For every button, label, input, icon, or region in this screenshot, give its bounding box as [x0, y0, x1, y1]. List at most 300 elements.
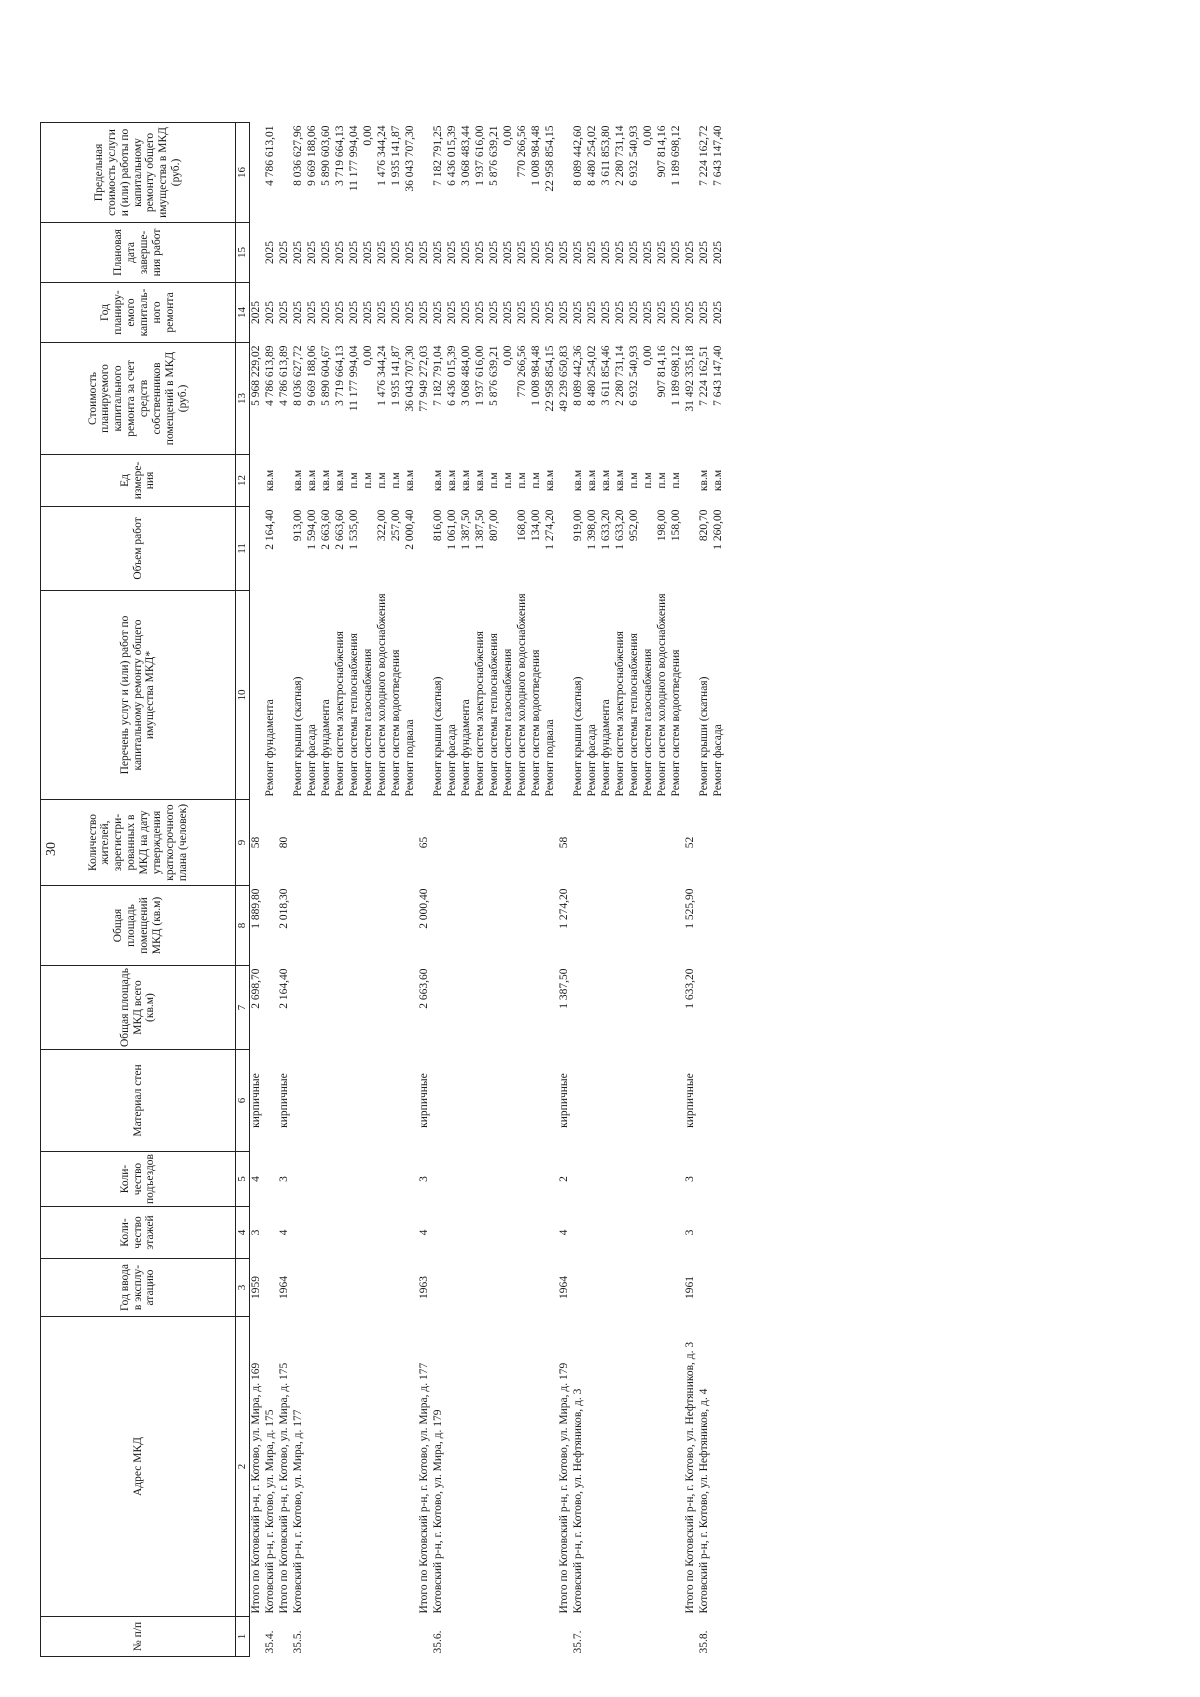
- table-cell: Ремонт систем водоотведения: [670, 649, 682, 797]
- table-cell: 35.5.: [292, 1630, 304, 1654]
- column-number: 4: [236, 1207, 250, 1259]
- table-cell: [488, 1317, 502, 1617]
- table-cell: Ремонт фундамента: [460, 699, 472, 797]
- table-cell: 35.8.: [698, 1630, 710, 1654]
- table-cell: кв.м: [586, 469, 598, 492]
- table-cell: [278, 122, 292, 222]
- table-cell: [614, 800, 628, 886]
- table-cell: 2025: [264, 300, 276, 324]
- table-cell: [502, 1259, 516, 1317]
- table-cell: [278, 506, 292, 590]
- table-cell: 0,00: [362, 345, 374, 366]
- table-cell: [642, 1152, 656, 1207]
- table-cell: [348, 800, 362, 886]
- table-cell: 1963: [418, 1276, 430, 1299]
- table-cell: [404, 1617, 418, 1657]
- table-cell: 0,00: [502, 345, 514, 366]
- table-cell: [432, 966, 446, 1050]
- table-cell: 2025: [488, 300, 500, 324]
- table-cell: [404, 1317, 418, 1617]
- table-cell: [404, 800, 418, 886]
- table-cell: Ремонт систем холодного водоснабжения: [376, 593, 388, 797]
- table-cell: [600, 1317, 614, 1617]
- table-cell: п.м: [376, 472, 388, 489]
- header-row: [41, 122, 236, 1656]
- table-cell: 1 061,00: [446, 509, 458, 550]
- table-cell: [628, 1152, 642, 1207]
- table-row: [348, 122, 362, 1656]
- table-row: [530, 122, 544, 1656]
- table-cell: кирпичные: [558, 1073, 570, 1128]
- table-cell: 168,00: [516, 509, 528, 542]
- table-cell: [362, 1617, 376, 1657]
- table-cell: п.м: [516, 472, 528, 489]
- table-cell: [320, 1050, 334, 1152]
- table-cell: [390, 1317, 404, 1617]
- table-cell: 2025: [572, 300, 584, 324]
- table-cell: [628, 886, 642, 966]
- table-cell: Ремонт системы теплоснабжения: [488, 633, 500, 797]
- table-cell: [334, 1152, 348, 1207]
- table-cell: [712, 1050, 726, 1152]
- table-cell: п.м: [488, 472, 500, 489]
- table-cell: [446, 800, 460, 886]
- table-cell: [642, 506, 656, 590]
- table-cell: [698, 1259, 712, 1317]
- table-cell: [320, 1259, 334, 1317]
- table-cell: [250, 222, 265, 282]
- table-cell: [390, 1207, 404, 1259]
- column-number: 16: [236, 122, 250, 222]
- table-row: [320, 122, 334, 1656]
- table-cell: 1 594,00: [306, 509, 318, 550]
- table-cell: кв.м: [432, 469, 444, 492]
- table-cell: [362, 800, 376, 886]
- table-row: [502, 122, 516, 1656]
- table-cell: [698, 966, 712, 1050]
- table-cell: Ремонт систем газоснабжения: [362, 648, 374, 797]
- table-cell: 1 889,80: [250, 888, 262, 929]
- table-cell: Ремонт крыши (скатная): [432, 676, 444, 797]
- table-cell: 2 164,40: [278, 968, 290, 1009]
- table-cell: [628, 1259, 642, 1317]
- table-cell: кв.м: [292, 469, 304, 492]
- table-cell: 2 280 731,14: [614, 125, 626, 186]
- table-row: [376, 122, 390, 1656]
- table-cell: 1964: [278, 1276, 290, 1299]
- table-cell: [320, 1152, 334, 1207]
- table-cell: 6 932 540,93: [628, 345, 640, 406]
- table-cell: [656, 1050, 670, 1152]
- table-cell: [502, 1050, 516, 1152]
- table-cell: Ремонт крыши (скатная): [572, 676, 584, 797]
- table-cell: 4: [558, 1229, 570, 1236]
- table-cell: п.м: [530, 472, 542, 489]
- table-cell: 2 663,60: [320, 509, 332, 550]
- table-cell: [642, 1317, 656, 1617]
- table-cell: [600, 1617, 614, 1657]
- column-number: 12: [236, 454, 250, 506]
- table-cell: [502, 886, 516, 966]
- table-cell: [488, 886, 502, 966]
- table-cell: [712, 1207, 726, 1259]
- table-cell: [334, 966, 348, 1050]
- table-cell: [586, 1152, 600, 1207]
- table-cell: [404, 1207, 418, 1259]
- table-cell: [306, 966, 320, 1050]
- table-cell: 8 036 627,72: [292, 345, 304, 406]
- column-header: Коли-чество подъездов: [41, 1152, 236, 1207]
- table-cell: 52: [684, 836, 696, 849]
- table-cell: [292, 800, 306, 886]
- table-cell: 907 814,16: [656, 345, 668, 398]
- table-cell: 2025: [558, 300, 570, 324]
- table-cell: [488, 1152, 502, 1207]
- table-cell: 2025: [264, 240, 276, 264]
- table-cell: 5 890 604,67: [320, 345, 332, 406]
- table-cell: кв.м: [600, 469, 612, 492]
- capital-repair-table: [40, 122, 726, 1657]
- table-cell: [586, 1617, 600, 1657]
- table-cell: [628, 1050, 642, 1152]
- table-cell: [712, 1317, 726, 1617]
- table-cell: 2025: [418, 240, 430, 264]
- table-cell: 2025: [656, 300, 668, 324]
- table-cell: [306, 1207, 320, 1259]
- table-cell: 1 387,50: [558, 968, 570, 1009]
- table-cell: [404, 1259, 418, 1317]
- column-header: Количество жителей, зарегистри-рованных в МКД на дату утверждения краткосрочного плана (человек): [41, 800, 236, 886]
- table-cell: Ремонт систем электроснабжения: [474, 631, 486, 797]
- column-header: Предельная стоимость услуги и (или) работы по капитальному ремонту общего имущества в МКД (руб.): [41, 122, 236, 222]
- column-header: Стоимость планируемого капитального ремонта за счет средств собственников помещений в МКД (руб.): [41, 342, 236, 454]
- table-cell: 58: [558, 836, 570, 849]
- table-cell: [544, 1152, 558, 1207]
- table-cell: 2025: [516, 240, 528, 264]
- table-row: [292, 122, 306, 1656]
- table-cell: 2025: [614, 300, 626, 324]
- table-cell: [544, 1207, 558, 1259]
- table-cell: [306, 886, 320, 966]
- table-cell: 1 189 698,12: [670, 125, 682, 186]
- table-cell: [530, 966, 544, 1050]
- table-cell: [292, 1259, 306, 1317]
- page-number: 30: [44, 842, 59, 856]
- table-cell: 2025: [684, 300, 696, 324]
- table-cell: [684, 122, 698, 222]
- table-cell: 2025: [376, 240, 388, 264]
- table-cell: 2025: [404, 300, 416, 324]
- table-cell: [558, 590, 572, 799]
- table-cell: п.м: [348, 472, 360, 489]
- table-cell: 6 436 015,39: [446, 345, 458, 406]
- table-cell: 952,00: [628, 509, 640, 542]
- table-cell: 5 876 639,21: [488, 345, 500, 406]
- table-cell: 1 476 344,24: [376, 345, 388, 406]
- table-cell: [264, 1259, 278, 1317]
- table-row: [432, 122, 446, 1656]
- table-cell: [544, 966, 558, 1050]
- table-cell: 7 643 147,40: [712, 125, 724, 186]
- table-cell: 2025: [642, 300, 654, 324]
- table-cell: [278, 454, 292, 506]
- table-cell: [264, 886, 278, 966]
- table-cell: [502, 1152, 516, 1207]
- table-cell: 2025: [292, 240, 304, 264]
- table-cell: 11 177 994,04: [348, 345, 360, 412]
- table-cell: 2025: [432, 240, 444, 264]
- table-cell: 7 224 162,72: [698, 125, 710, 186]
- table-cell: 1964: [558, 1276, 570, 1299]
- table-cell: Итого по Котовский р-н, г. Котово, ул. Нефтяников, д. 3: [684, 1341, 696, 1614]
- table-cell: [292, 1207, 306, 1259]
- table-cell: 2025: [670, 300, 682, 324]
- table-row: [670, 122, 684, 1656]
- table-cell: [432, 1207, 446, 1259]
- table-cell: [460, 800, 474, 886]
- table-cell: [572, 966, 586, 1050]
- table-cell: [502, 506, 516, 590]
- table-cell: [432, 1152, 446, 1207]
- table-row: [474, 122, 488, 1656]
- table-cell: [558, 122, 572, 222]
- table-cell: [670, 1050, 684, 1152]
- column-number: 15: [236, 222, 250, 282]
- column-header: Перечень услуг и (или) работ по капитальному ремонту общего имущества МКД*: [41, 590, 236, 799]
- table-cell: [712, 966, 726, 1050]
- table-cell: 2025: [614, 240, 626, 264]
- table-cell: [670, 1207, 684, 1259]
- table-cell: [446, 966, 460, 1050]
- table-cell: [264, 966, 278, 1050]
- table-cell: [250, 1617, 265, 1657]
- table-cell: 3: [278, 1176, 290, 1182]
- table-cell: [446, 1207, 460, 1259]
- column-number: 3: [236, 1259, 250, 1317]
- table-cell: 2025: [320, 240, 332, 264]
- table-cell: 2025: [488, 240, 500, 264]
- table-cell: 1 937 616,00: [474, 125, 486, 186]
- table-cell: 1 008 984,48: [530, 125, 542, 186]
- table-cell: [278, 590, 292, 799]
- table-cell: Ремонт системы теплоснабжения: [348, 633, 360, 797]
- table-cell: 3: [684, 1176, 696, 1182]
- table-cell: Ремонт систем электроснабжения: [614, 631, 626, 797]
- total-row: [558, 122, 572, 1656]
- table-cell: 2 000,40: [404, 509, 416, 550]
- table-cell: 9 669 188,06: [306, 345, 318, 406]
- table-cell: [446, 1050, 460, 1152]
- table-row: [306, 122, 320, 1656]
- table-cell: [418, 1617, 432, 1657]
- total-row: [278, 122, 292, 1656]
- column-header: Общая площадь МКД всего (кв.м): [41, 966, 236, 1050]
- table-cell: 807,00: [488, 509, 500, 542]
- table-row: [642, 122, 656, 1656]
- table-cell: [362, 1152, 376, 1207]
- column-number: 5: [236, 1152, 250, 1207]
- table-cell: 2025: [474, 300, 486, 324]
- table-cell: [362, 1207, 376, 1259]
- table-cell: 3 611 853,80: [600, 125, 612, 186]
- table-cell: 2025: [572, 240, 584, 264]
- table-cell: 2025: [306, 240, 318, 264]
- table-cell: 1 633,20: [614, 509, 626, 550]
- table-cell: 2025: [656, 240, 668, 264]
- table-cell: [712, 1259, 726, 1317]
- table-cell: 820,70: [698, 509, 710, 542]
- table-cell: 6 436 015,39: [446, 125, 458, 186]
- table-cell: [334, 1617, 348, 1657]
- table-cell: 2025: [698, 300, 710, 324]
- rotated-page: [0, 27, 1180, 1677]
- table-cell: [334, 800, 348, 886]
- table-cell: 58: [250, 836, 262, 849]
- table-cell: [544, 1317, 558, 1617]
- table-cell: [516, 1152, 530, 1207]
- table-cell: [446, 1259, 460, 1317]
- table-cell: кв.м: [446, 469, 458, 492]
- table-cell: [572, 800, 586, 886]
- table-cell: [348, 966, 362, 1050]
- table-row: [404, 122, 418, 1656]
- table-cell: 2025: [642, 240, 654, 264]
- table-cell: [698, 1152, 712, 1207]
- table-cell: [264, 1152, 278, 1207]
- table-cell: [250, 506, 265, 590]
- table-cell: [502, 966, 516, 1050]
- column-number: 10: [236, 590, 250, 799]
- table-cell: 2025: [334, 240, 346, 264]
- table-cell: Ремонт систем газоснабжения: [502, 648, 514, 797]
- table-cell: [670, 966, 684, 1050]
- table-cell: [404, 1152, 418, 1207]
- column-header: Год ввода в эксплу-атацию: [41, 1259, 236, 1317]
- table-cell: Ремонт систем газоснабжения: [642, 648, 654, 797]
- table-cell: [698, 886, 712, 966]
- table-cell: 1 274,20: [558, 888, 570, 929]
- table-cell: [516, 1259, 530, 1317]
- table-cell: [572, 1259, 586, 1317]
- table-cell: [544, 1259, 558, 1317]
- table-cell: [642, 1259, 656, 1317]
- table-cell: 2025: [516, 300, 528, 324]
- table-cell: 0,00: [642, 345, 654, 366]
- table-row: [698, 122, 712, 1656]
- table-cell: [418, 590, 432, 799]
- table-cell: [530, 1617, 544, 1657]
- table-cell: [656, 966, 670, 1050]
- table-cell: [530, 1207, 544, 1259]
- table-cell: [656, 800, 670, 886]
- table-cell: п.м: [628, 472, 640, 489]
- column-header: Ед измере-ния: [41, 454, 236, 506]
- table-cell: кирпичные: [684, 1073, 696, 1128]
- table-cell: [432, 1050, 446, 1152]
- table-cell: [376, 1152, 390, 1207]
- table-cell: Итого по Котовский р-н, г. Котово, ул. Мира, д. 175: [278, 1362, 290, 1614]
- table-cell: [418, 122, 432, 222]
- table-cell: 2025: [670, 240, 682, 264]
- table-cell: [348, 1617, 362, 1657]
- table-cell: 4 786 613,01: [264, 125, 276, 186]
- table-row: [712, 122, 726, 1656]
- table-cell: [670, 1317, 684, 1617]
- table-cell: [502, 1317, 516, 1617]
- table-cell: 1 008 984,48: [530, 345, 542, 406]
- table-cell: 2025: [502, 240, 514, 264]
- table-cell: 2 663,60: [418, 968, 430, 1009]
- table-row: [544, 122, 558, 1656]
- table-cell: [362, 506, 376, 590]
- table-cell: 1 935 141,87: [390, 345, 402, 406]
- table-cell: Ремонт систем водоотведения: [530, 649, 542, 797]
- table-cell: 2025: [460, 300, 472, 324]
- table-cell: [712, 800, 726, 886]
- table-cell: 2025: [712, 300, 724, 324]
- table-cell: 2025: [250, 300, 262, 324]
- table-cell: 198,00: [656, 509, 668, 542]
- table-cell: 3 611 854,46: [600, 345, 612, 406]
- table-cell: кв.м: [460, 469, 472, 492]
- table-cell: [530, 1152, 544, 1207]
- table-cell: 8 089 442,60: [572, 125, 584, 186]
- table-cell: кв.м: [698, 469, 710, 492]
- table-cell: [320, 966, 334, 1050]
- table-cell: 7 224 162,51: [698, 345, 710, 406]
- table-cell: [460, 1617, 474, 1657]
- table-cell: [292, 1152, 306, 1207]
- table-cell: [278, 1617, 292, 1657]
- table-cell: [544, 1050, 558, 1152]
- table-cell: [446, 1152, 460, 1207]
- table-cell: [656, 1617, 670, 1657]
- table-cell: [306, 800, 320, 886]
- table-cell: 6 932 540,93: [628, 125, 640, 186]
- table-cell: [376, 1259, 390, 1317]
- table-cell: 2025: [390, 240, 402, 264]
- table-cell: 11 177 994,04: [348, 125, 360, 192]
- table-cell: Ремонт систем холодного водоснабжения: [516, 593, 528, 797]
- table-cell: [376, 966, 390, 1050]
- table-cell: [614, 1317, 628, 1617]
- table-cell: [432, 800, 446, 886]
- table-cell: [334, 1207, 348, 1259]
- table-cell: [698, 1207, 712, 1259]
- column-number: 11: [236, 506, 250, 590]
- table-cell: [264, 1050, 278, 1152]
- table-cell: 1 935 141,87: [390, 125, 402, 186]
- table-cell: 8 089 442,36: [572, 345, 584, 406]
- table-cell: [586, 1050, 600, 1152]
- table-cell: Котовский р-н, г. Котово, ул. Нефтяников, д. 4: [698, 1388, 710, 1614]
- table-cell: [488, 1207, 502, 1259]
- table-cell: [558, 1617, 572, 1657]
- table-cell: [348, 1317, 362, 1617]
- total-row: [418, 122, 432, 1656]
- column-header: Материал стен: [41, 1050, 236, 1152]
- table-cell: [404, 886, 418, 966]
- table-cell: 1 189 698,12: [670, 345, 682, 406]
- table-cell: 1961: [684, 1276, 696, 1299]
- table-cell: [712, 1152, 726, 1207]
- table-cell: 2025: [278, 300, 290, 324]
- table-cell: [334, 1050, 348, 1152]
- table-cell: [656, 1259, 670, 1317]
- table-cell: 2025: [320, 300, 332, 324]
- table-cell: [670, 1152, 684, 1207]
- table-cell: [586, 886, 600, 966]
